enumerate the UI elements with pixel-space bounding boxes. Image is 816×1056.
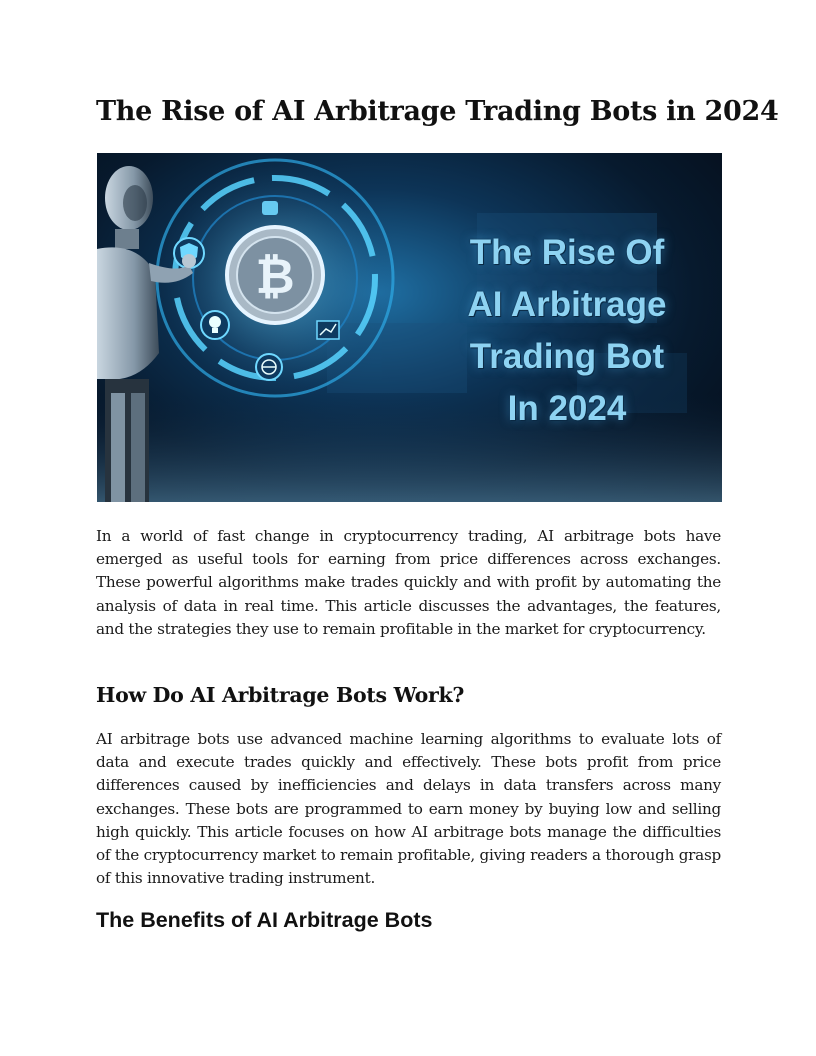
hero-line: The Rise Of <box>469 233 665 272</box>
section-heading-how-it-works: How Do AI Arbitrage Bots Work? <box>96 683 465 707</box>
lightbulb-icon <box>201 311 229 339</box>
hero-line: In 2024 <box>507 389 627 428</box>
chart-icon <box>317 321 339 339</box>
intro-paragraph: In a world of fast change in cryptocurrency trading, AI arbitrage bots have emerged as useful tools for earning from price differences across exchanges. These powerful algorithms make trades quickly and with profit by automating the analysis of data in real time. This article discusses the advantages, the features, and the strategies they use to remain profitable in the market for cryptocurrency. <box>96 527 721 638</box>
bitcoin-coin-icon <box>227 227 323 323</box>
article-title: The Rise of AI Arbitrage Trading Bots in 2024 <box>96 96 779 127</box>
section-heading-benefits: The Benefits of AI Arbitrage Bots <box>96 908 433 932</box>
hero-line: AI Arbitrage <box>467 285 667 324</box>
svg-text:₿: ₿ <box>255 249 295 305</box>
hero-line: Trading Bot <box>469 337 665 376</box>
hero-heading <box>437 227 697 435</box>
hero-image <box>97 153 722 502</box>
globe-icon <box>256 354 282 380</box>
how-it-works-paragraph: AI arbitrage bots use advanced machine learning algorithms to evaluate lots of data and execute trades quickly and effectively. These bots profit from price differences caused by inefficiencies and delays in data transfers across many exchanges. These bots are programmed to earn money by buying low and selling high quickly. This article focuses on how AI arbitrage bots manage the difficulties of the cryptocurrency market to remain profitable, giving readers a thorough grasp of this innovative trading instrument. <box>96 730 721 888</box>
hand-icon <box>262 201 278 215</box>
